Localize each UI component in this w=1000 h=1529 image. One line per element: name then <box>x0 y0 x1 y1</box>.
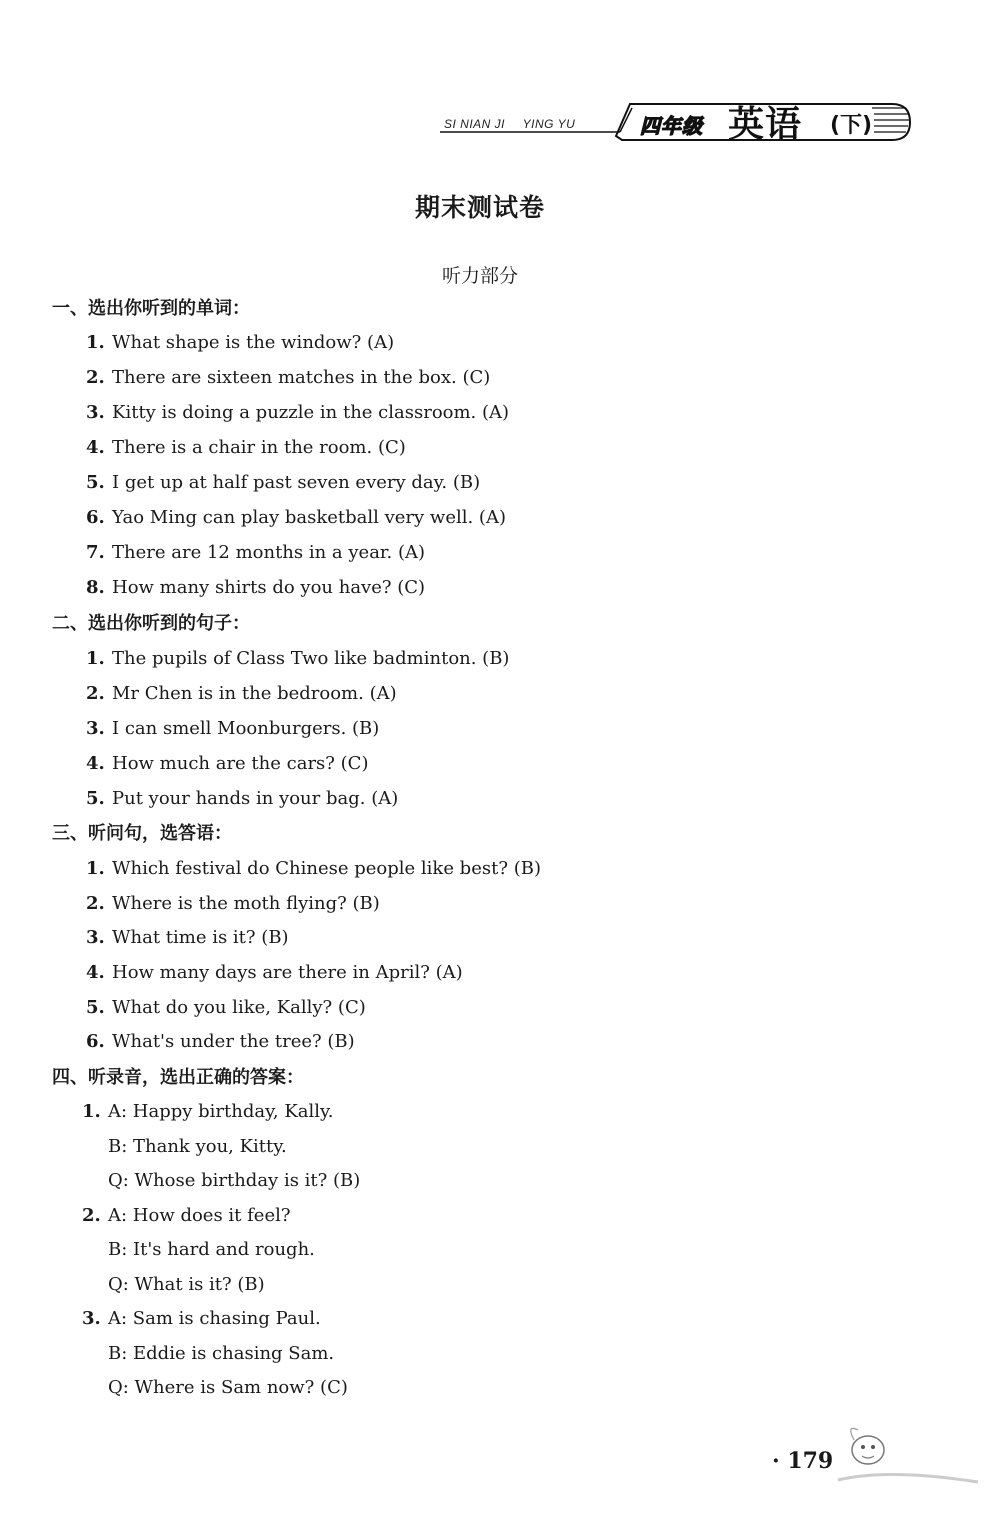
list-item: 3. What time is it? (B) <box>86 927 289 948</box>
series-label <box>444 117 589 131</box>
list-item: 2. Where is the moth flying? (B) <box>86 893 380 914</box>
list-item: 1. Which festival do Chinese people like best? (B) <box>86 858 541 879</box>
list-item: 2. There are sixteen matches in the box. (C) <box>86 367 491 388</box>
dialog-line: B: Eddie is chasing Sam. <box>108 1343 335 1364</box>
section-heading-4: 四、听录音，选出正确的答案： <box>52 1067 304 1088</box>
list-item: 6. What's under the tree? (B) <box>86 1031 355 1052</box>
list-item: 1. The pupils of Class Two like badminton. (B) <box>86 648 510 669</box>
list-item: 2. Mr Chen is in the bedroom. (A) <box>86 683 397 704</box>
series-word-2: YING YU <box>522 117 576 131</box>
mascot-icon <box>828 1410 988 1520</box>
list-item: 6. Yao Ming can play basketball very well. (A) <box>86 507 506 528</box>
section-heading-3: 三、听问句，选答语： <box>52 823 232 844</box>
section-subtitle: 听力部分 <box>441 265 518 287</box>
page-number: · 179 <box>772 1448 834 1474</box>
list-item: 3. I can smell Moonburgers. (B) <box>86 718 380 739</box>
section-heading-1: 一、选出你听到的单词： <box>52 298 250 319</box>
banner-grade: 四年级 <box>640 114 703 138</box>
dialog-line: B: It's hard and rough. <box>108 1239 315 1260</box>
banner-volume: (下) <box>830 113 873 138</box>
list-item: 4. There is a chair in the room. (C) <box>86 437 406 458</box>
list-item: 4. How much are the cars? (C) <box>86 753 369 774</box>
banner-subject: 英语 <box>728 104 803 145</box>
dialog-line: Q: Where is Sam now? (C) <box>108 1377 348 1398</box>
dialog-line: B: Thank you, Kitty. <box>108 1136 287 1157</box>
list-item: 8. How many shirts do you have? (C) <box>86 577 426 598</box>
list-item: 7. There are 12 months in a year. (A) <box>86 542 426 563</box>
section-heading-2: 二、选出你听到的句子： <box>52 613 250 634</box>
list-item: 5. What do you like, Kally? (C) <box>86 997 366 1018</box>
dialog-line: Q: Whose birthday is it? (B) <box>108 1170 361 1191</box>
page-title: 期末测试卷 <box>414 193 545 222</box>
list-item: 5. I get up at half past seven every day. (B) <box>86 472 481 493</box>
dialog-line: 1. A: Happy birthday, Kally. <box>82 1101 334 1122</box>
list-item: 3. Kitty is doing a puzzle in the classroom. (A) <box>86 402 510 423</box>
dialog-line: 3. A: Sam is chasing Paul. <box>82 1308 321 1329</box>
dialog-line: Q: What is it? (B) <box>108 1274 265 1295</box>
dialog-line: 2. A: How does it feel? <box>82 1205 291 1226</box>
list-item: 5. Put your hands in your bag. (A) <box>86 788 399 809</box>
list-item: 1. What shape is the window? (A) <box>86 332 395 353</box>
list-item: 4. How many days are there in April? (A) <box>86 962 463 983</box>
series-word-1: SI NIAN JI <box>444 117 506 131</box>
